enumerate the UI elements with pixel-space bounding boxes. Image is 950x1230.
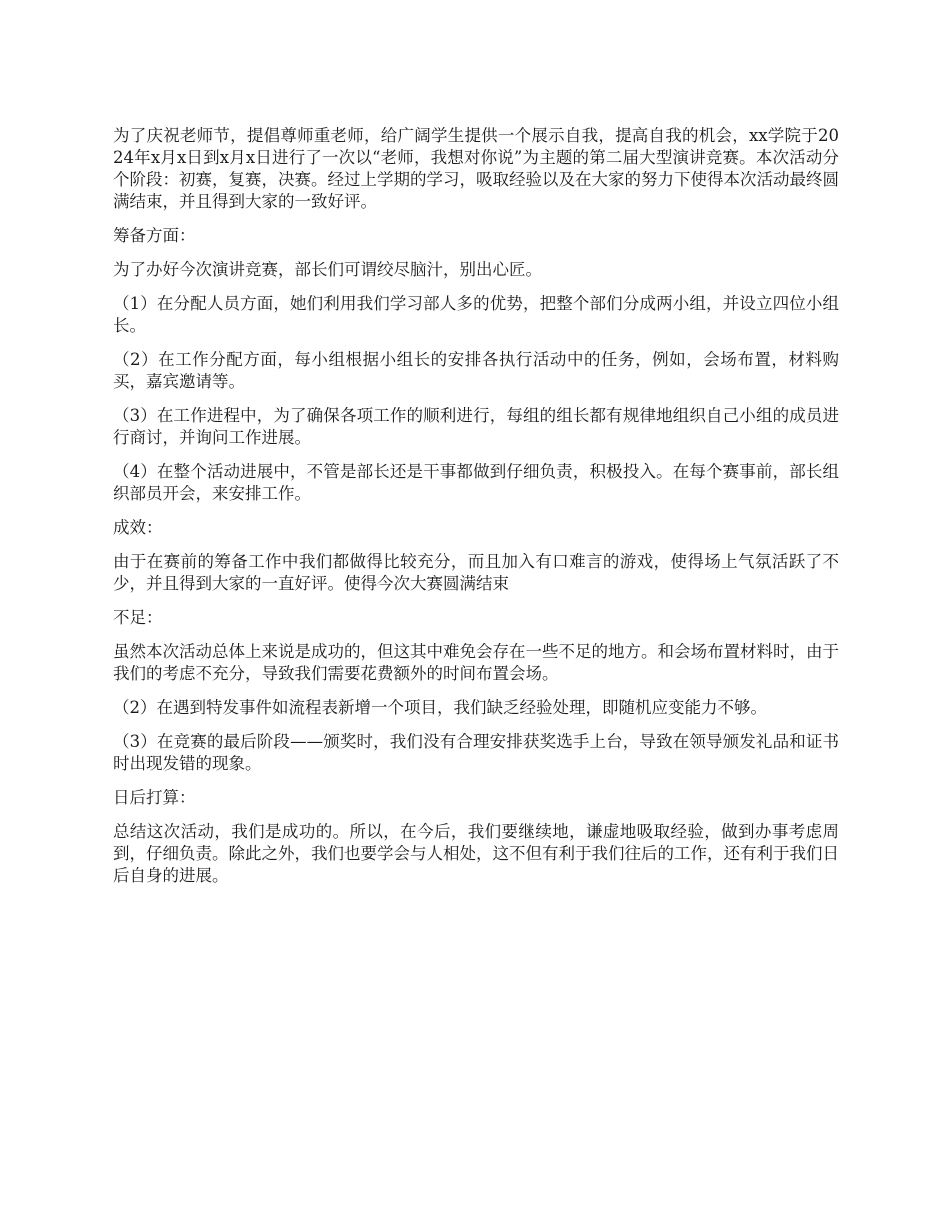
section-heading-results: 成效： (113, 518, 163, 537)
section-heading-preparation: 筹备方面： (113, 226, 196, 245)
shortcomings-item-2: （2）在遇到特发事件如流程表新增一个项目，我们缺乏经验处理，即随机应变能力不够。 (113, 698, 767, 717)
preparation-item-4: （4）在整个活动进展中，不管是部长还是干事都做到仔细负责，积极投入。在每个赛事前，部长组织部员开会，来安排工作。 (113, 462, 839, 503)
intro-paragraph: 为了庆祝老师节，提倡尊师重老师，给广阔学生提供一个展示自我，提高自我的机会，xx学院于2024年x月x日到x月x日进行了一次以“老师，我想对你说”为主题的第二届大型演讲竞赛。本次活动分个阶段：初赛，复赛，决赛。经过上学期的学习，吸取经验以及在大家的努力下使得本次活动最终圆满结束，并且得到大家的一致好评。 (113, 126, 839, 211)
preparation-paragraph: 为了办好今次演讲竞赛，部长们可谓绞尽脑汁，别出心匠。 (113, 260, 542, 279)
results-paragraph: 由于在赛前的筹备工作中我们都做得比较充分，而且加入有口难言的游戏，使得场上气氛活跃了不少，并且得到大家的一直好评。使得今次大赛圆满结束 (113, 552, 839, 593)
preparation-item-2: （2）在工作分配方面，每小组根据小组长的安排各执行活动中的任务，例如，会场布置，材料购买，嘉宾邀请等。 (113, 350, 839, 391)
section-heading-future-plans: 日后打算： (113, 788, 196, 807)
shortcomings-paragraph: 虽然本次活动总体上来说是成功的，但这其中难免会存在一些不足的地方。和会场布置材料时，由于我们的考虑不充分，导致我们需要花费额外的时间布置会场。 (113, 642, 839, 683)
preparation-item-1: （1）在分配人员方面，她们利用我们学习部人多的优势，把整个部们分成两小组，并设立四位小组长。 (113, 294, 839, 335)
future-plans-paragraph: 总结这次活动，我们是成功的。所以，在今后，我们要继续地，谦虚地吸取经验，做到办事考虑周到，仔细负责。除此之外，我们也要学会与人相处，这不但有利于我们往后的工作，还有利于我们日后自身的进展。 (113, 822, 839, 885)
section-heading-shortcomings: 不足： (113, 608, 163, 627)
shortcomings-item-3: （3）在竞赛的最后阶段——颁奖时，我们没有合理安排获奖选手上台，导致在领导颁发礼品和证书时出现发错的现象。 (113, 732, 839, 773)
preparation-item-3: （3）在工作进程中，为了确保各项工作的顺利进行，每组的组长都有规律地组织自己小组的成员进行商讨，并询问工作进展。 (113, 406, 839, 447)
document-body (113, 125, 839, 899)
